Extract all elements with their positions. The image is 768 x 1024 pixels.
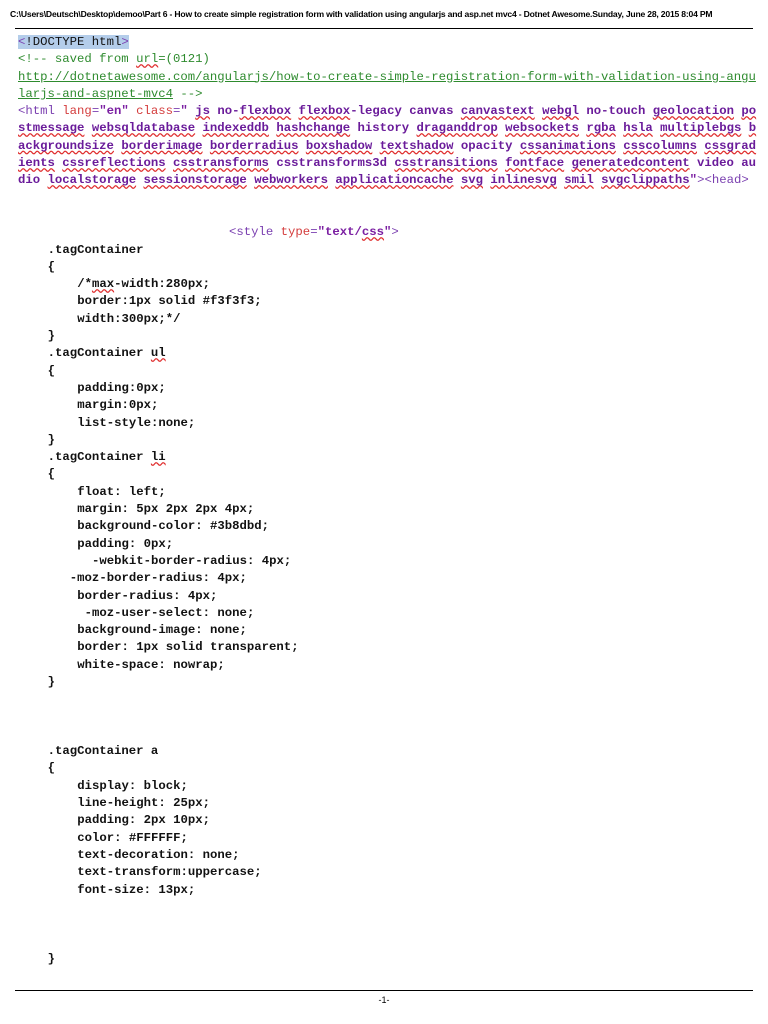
- code-line: [18, 864, 758, 881]
- code-line: [18, 466, 758, 483]
- code-line: [18, 830, 758, 847]
- html-class-token: generatedcontent: [571, 156, 690, 171]
- html-class-token: [372, 139, 379, 153]
- html-class-token: [84, 121, 91, 135]
- html-class-token: boxshadow: [305, 138, 373, 153]
- code-line: [18, 415, 758, 432]
- code-line: [18, 484, 758, 501]
- code-line: [18, 726, 758, 743]
- html-class-token: cssgradients: [18, 138, 757, 171]
- footer-divider: [15, 990, 753, 991]
- html-class-token: cssreflections: [62, 156, 166, 171]
- html-class-token: postmessage: [18, 104, 757, 136]
- html-class-token: [195, 121, 202, 135]
- code-line: [18, 657, 758, 674]
- code-text: padding: 2px 10px;: [77, 813, 211, 828]
- html-class-token: flexbox: [298, 104, 351, 119]
- code-text: text-transform:uppercase;: [77, 865, 262, 880]
- code-text: li: [150, 450, 166, 465]
- code-text: }: [47, 432, 55, 447]
- source-url-link[interactable]: http://dotnetawesome.com/angularjs/how-to-create-simple-registration-form-with-validation-using-angularjs-and-aspnet-mvc4: [18, 69, 756, 101]
- code-line: [18, 242, 758, 259]
- html-class-token: [166, 156, 173, 170]
- code-line: [18, 760, 758, 777]
- code-text: {: [47, 363, 55, 378]
- code-text: /*: [77, 277, 92, 292]
- code-line: [18, 812, 758, 829]
- html-class-token: svgclippaths: [601, 173, 690, 188]
- code-line: [18, 553, 758, 570]
- html-class-token: csstransforms3d: [268, 156, 395, 171]
- code-line: [18, 674, 758, 691]
- code-line: [18, 622, 758, 639]
- code-text: line-height: 25px;: [77, 796, 211, 811]
- html-class-token: geolocation: [652, 104, 734, 119]
- html-class-token: backgroundsize: [18, 121, 757, 153]
- code-text: .tagContainer: [47, 450, 151, 465]
- code-line: [18, 605, 758, 622]
- code-line: [18, 276, 758, 293]
- code-text: margin:0px;: [77, 398, 159, 413]
- code-text: -moz-user-select: none;: [84, 605, 255, 620]
- html-class-token: history: [350, 121, 417, 136]
- code-text: .tagContainer a: [47, 744, 159, 759]
- code-text: display: block;: [77, 778, 188, 793]
- code-line: [18, 536, 758, 553]
- html-class-token: localstorage: [47, 173, 137, 188]
- html-class-token: hashchange: [276, 121, 351, 136]
- html-class-token: [594, 173, 601, 187]
- html-class-token: svg: [460, 173, 483, 188]
- code-text: background-color: #3b8dbd;: [77, 519, 270, 534]
- code-text: color: #FFFFFF;: [77, 830, 188, 845]
- code-text: max: [91, 277, 115, 292]
- code-line: [18, 363, 758, 380]
- html-class-token: multiplebgs: [660, 121, 742, 136]
- code-line: [18, 691, 758, 708]
- html-class-token: webworkers: [254, 173, 328, 188]
- code-text: .tagContainer: [47, 242, 144, 257]
- saved-from-comment: <!-- saved from url=(0121): [18, 52, 210, 67]
- code-text: }: [47, 951, 55, 966]
- html-class-token: flexbox: [239, 104, 292, 119]
- document-header: C:\Users\Deutsch\Desktop\demoo\Part 6 - How to create simple registration form with validation using angularjs and asp.net mvc4 - Dotnet Awesome.Sunday, June 28, 2015 8:04 PM: [10, 9, 713, 19]
- html-class-token: -legacy canvas: [350, 104, 461, 119]
- code-text: text-decoration: none;: [77, 847, 240, 862]
- code-line: [18, 588, 758, 605]
- html-class-token: textshadow: [379, 138, 454, 153]
- code-text: background-image: none;: [77, 623, 247, 638]
- html-class-token: websockets: [505, 121, 579, 136]
- code-text: .tagContainer: [47, 346, 151, 361]
- page-number: -1-: [378, 995, 390, 1005]
- code-line: [18, 328, 758, 345]
- code-line: [18, 518, 758, 535]
- source-code-listing: [18, 34, 758, 968]
- style-tag-line: <style type="text/css">: [229, 225, 399, 240]
- html-class-token: draganddrop: [416, 121, 498, 136]
- code-line: [18, 501, 758, 518]
- code-line: [18, 311, 758, 328]
- html-class-token: inlinesvg: [490, 173, 557, 188]
- code-text: white-space: nowrap;: [77, 657, 225, 672]
- code-text: -webkit-border-radius: 4px;: [92, 553, 292, 568]
- code-line: [18, 380, 758, 397]
- code-line: [18, 916, 758, 933]
- code-line: [18, 345, 758, 362]
- html-class-token: [498, 156, 505, 170]
- header-divider: [15, 28, 753, 29]
- html-class-token: [741, 121, 748, 135]
- html-class-token: borderradius: [209, 138, 299, 153]
- html-class-token: js: [195, 104, 210, 119]
- html-class-token: hsla: [623, 121, 653, 136]
- source-url-line: http://dotnetawesome.com/angularjs/how-to-create-simple-registration-form-with-validation-using-angularjs-and-aspnet-mvc4 -->: [18, 69, 756, 101]
- code-line: [18, 432, 758, 449]
- html-class-token: sessionstorage: [143, 173, 247, 188]
- code-text: -moz-border-radius: 4px;: [69, 571, 247, 586]
- doctype-selection: <!DOCTYPE html>: [18, 35, 129, 49]
- code-text: border-radius: 4px;: [77, 588, 218, 603]
- html-class-token: smil: [564, 173, 594, 188]
- html-class-token: no-: [209, 104, 240, 119]
- code-line: [18, 778, 758, 795]
- code-line: [18, 847, 758, 864]
- code-text: {: [47, 259, 55, 274]
- code-text: width:300px;*/: [77, 311, 181, 326]
- code-text: ul: [150, 346, 166, 361]
- code-text: }: [47, 329, 55, 344]
- css-rules-block: [18, 242, 758, 968]
- html-class-token: webgl: [542, 104, 579, 119]
- code-line: [18, 259, 758, 276]
- code-text: list-style:none;: [77, 415, 196, 430]
- code-text: border: 1px solid transparent;: [77, 640, 299, 655]
- code-line: [18, 449, 758, 466]
- code-text: float: left;: [77, 484, 166, 499]
- html-class-token: [453, 173, 460, 187]
- html-class-token: csstransforms: [173, 156, 269, 171]
- code-line: [18, 743, 758, 760]
- html-class-token: borderimage: [121, 138, 203, 153]
- html-class-token: csstransitions: [394, 156, 498, 171]
- code-text: -width:280px;: [114, 277, 211, 292]
- html-class-token: websqldatabase: [91, 121, 196, 136]
- html-class-token: no-touch: [578, 104, 653, 119]
- code-line: [18, 899, 758, 916]
- html-class-token: indexeddb: [202, 121, 269, 136]
- code-text: {: [47, 761, 55, 776]
- code-line: [18, 795, 758, 812]
- html-class-token: csscolumns: [623, 138, 698, 153]
- code-line: [18, 639, 758, 656]
- code-line: [18, 397, 758, 414]
- html-class-token: opacity: [453, 138, 520, 153]
- code-line: [18, 293, 758, 310]
- code-text: font-size: 13px;: [77, 882, 196, 897]
- html-class-token: fontface: [505, 156, 565, 171]
- html-class-token: [298, 139, 305, 153]
- code-text: }: [47, 674, 55, 689]
- html-class-token: applicationcache: [335, 173, 454, 188]
- code-text: padding: 0px;: [77, 536, 174, 551]
- code-text: margin: 5px 2px 2px 4px;: [77, 502, 255, 517]
- code-line: [18, 951, 758, 968]
- html-class-token: rgba: [586, 121, 616, 136]
- html-class-token: canvastext: [460, 104, 535, 119]
- html-class-token: [564, 156, 571, 170]
- code-text: {: [47, 467, 55, 482]
- code-line: [18, 709, 758, 726]
- html-class-token: [291, 104, 298, 118]
- code-line: [18, 933, 758, 950]
- html-class-token: [535, 104, 542, 118]
- html-tag-line: <html lang="en" class=" js no-flexbox flexbox-legacy canvas canvastext webgl no-touch geolocation postmessage websqldatabase indexeddb hashchange history draganddrop websockets rgba hsla multiplebgs backgroundsize borderimage borderradius boxshadow textshadow opacity cssanimations csscolumns cssgradients cssreflections csstransforms csstransforms3d csstransitions fontface generatedcontent video audio localstorage sessionstorage webworkers applicationcache svg inlinesvg smil svgclippaths"><head>: [18, 104, 757, 188]
- code-text: padding:0px;: [77, 380, 166, 395]
- html-class-token: video audio: [18, 156, 757, 188]
- html-class-token: [203, 139, 210, 153]
- code-line: [18, 882, 758, 899]
- doctype-line: [18, 34, 758, 51]
- code-text: border:1px solid #f3f3f3;: [77, 294, 262, 309]
- code-line: [18, 570, 758, 587]
- html-class-token: cssanimations: [519, 138, 616, 153]
